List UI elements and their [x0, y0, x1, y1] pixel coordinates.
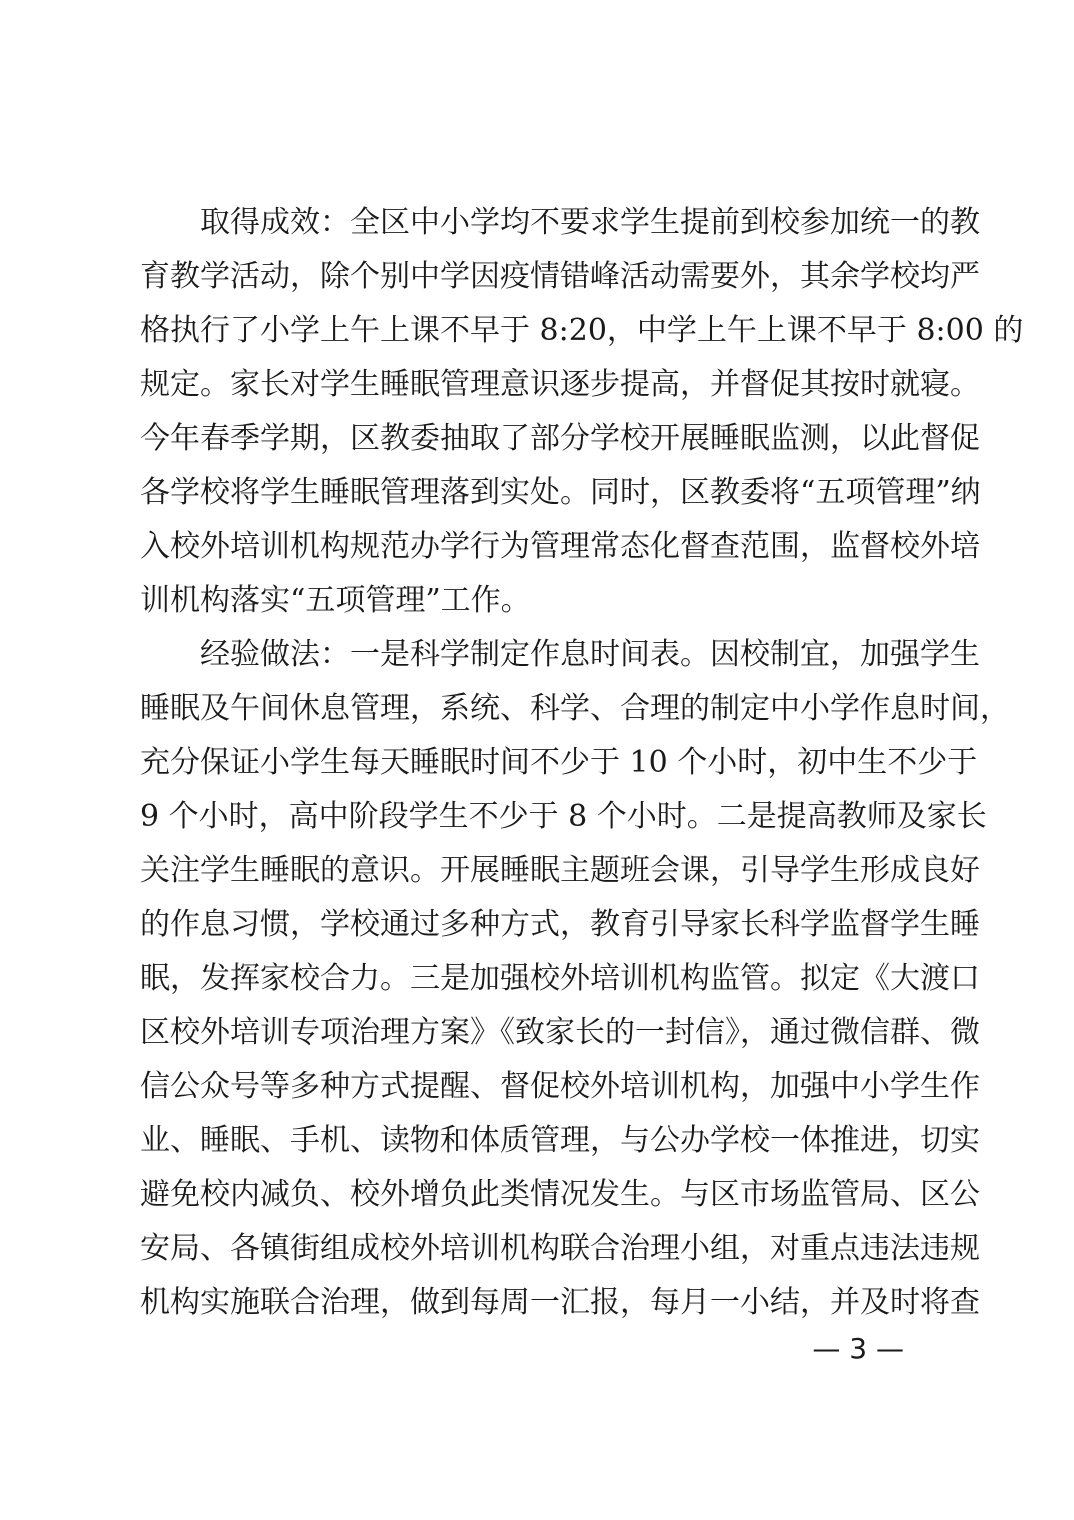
text-line: 训机构落实“五项管理”工作。	[140, 583, 531, 618]
text-line: 信公众号等多种方式提醒、督促校外培训机构，加强中小学生作	[140, 1069, 980, 1104]
text-line: 安局、各镇街组成校外培训机构联合治理小组，对重点违法违规	[140, 1231, 980, 1266]
paragraph-experience	[140, 628, 1010, 1330]
paragraph-results	[140, 196, 1024, 628]
text-line: 经验做法：一是科学制定作息时间表。因校制宜，加强学生	[140, 637, 980, 672]
text-line: 区校外培训专项治理方案》《致家长的一封信》，通过微信群、微	[140, 1015, 980, 1050]
text-line: 育教学活动，除个别中学因疫情错峰活动需要外，其余学校均严	[140, 259, 980, 294]
body-text	[140, 196, 1024, 1330]
text-line: 业、睡眠、手机、读物和体质管理，与公办学校一体推进，切实	[140, 1123, 980, 1158]
text-line: 各学校将学生睡眠管理落到实处。同时，区教委将“五项管理”纳	[140, 475, 981, 510]
text-line: 取得成效：全区中小学均不要求学生提前到校参加统一的教	[140, 205, 980, 240]
page-number: — 3 —	[812, 1332, 904, 1365]
text-line: 9 个小时，高中阶段学生不少于 8 个小时。二是提高教师及家长	[140, 799, 987, 834]
text-line: 睡眠及午间休息管理，系统、科学、合理的制定中小学作息时间，	[140, 691, 1010, 726]
text-line: 关注学生睡眠的意识。开展睡眠主题班会课，引导学生形成良好	[140, 853, 980, 888]
text-line: 今年春季学期，区教委抽取了部分学校开展睡眠监测，以此督促	[140, 421, 980, 456]
text-line: 眠，发挥家校合力。三是加强校外培训机构监管。拟定《大渡口	[140, 961, 980, 996]
text-line: 的作息习惯，学校通过多种方式，教育引导家长科学监督学生睡	[140, 907, 980, 942]
text-line: 充分保证小学生每天睡眠时间不少于 10 个小时，初中生不少于	[140, 745, 978, 780]
text-line: 避免校内减负、校外增负此类情况发生。与区市场监管局、区公	[140, 1177, 980, 1212]
text-line: 格执行了小学上午上课不早于 8:20，中学上午上课不早于 8:00 的	[140, 313, 1024, 348]
text-line: 机构实施联合治理，做到每周一汇报，每月一小结，并及时将查	[140, 1285, 980, 1320]
text-line: 规定。家长对学生睡眠管理意识逐步提高，并督促其按时就寝。	[140, 367, 980, 402]
text-line: 入校外培训机构规范办学行为管理常态化督查范围，监督校外培	[140, 529, 980, 564]
